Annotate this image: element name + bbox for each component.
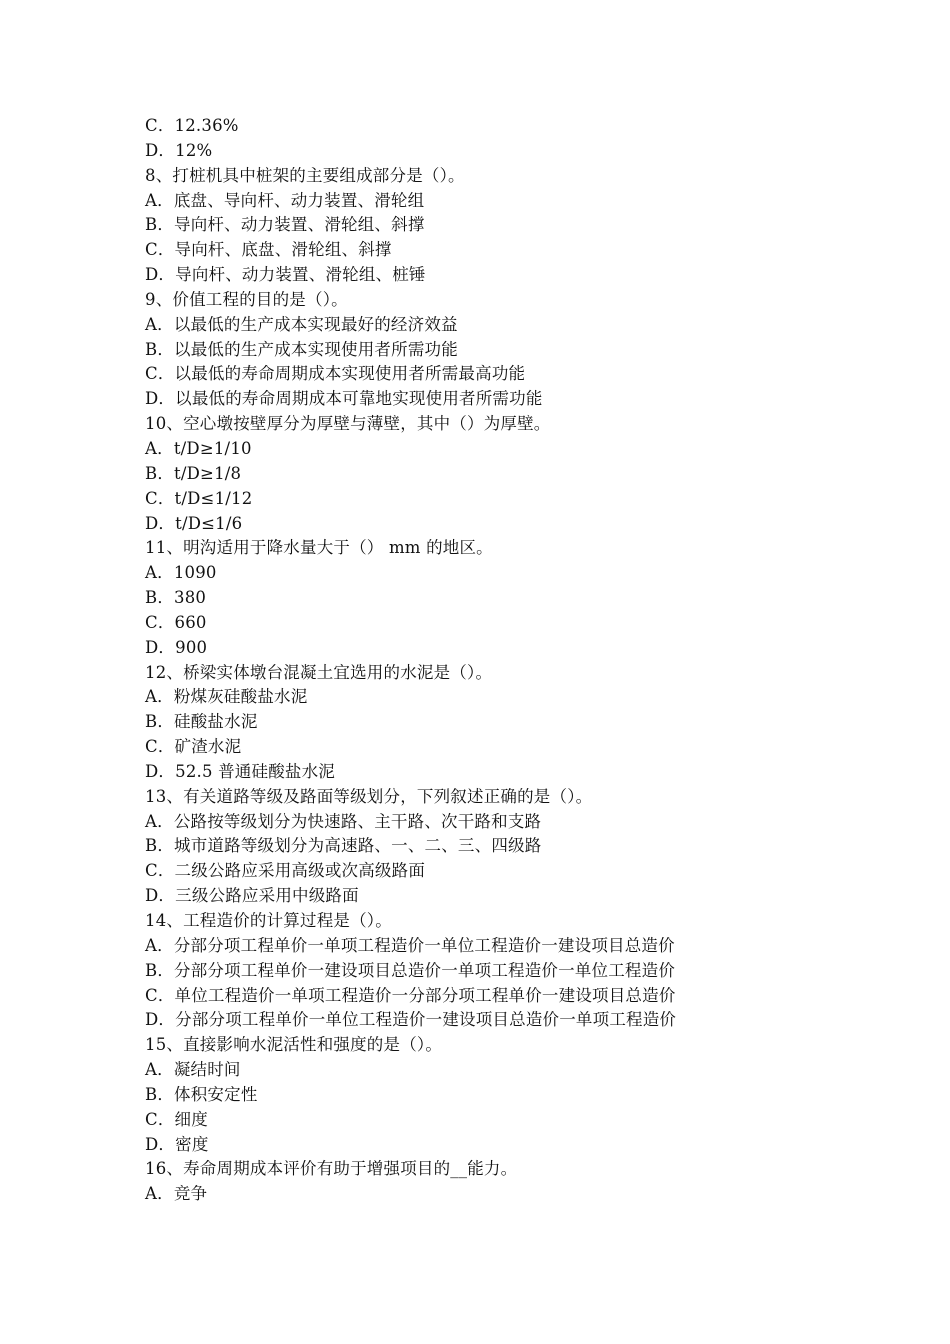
option-line: D．分部分项工程单价一单位工程造价一建设项目总造价一单项工程造价 <box>145 1010 677 1030</box>
question-12: 12、桥梁实体墩台混凝土宜选用的水泥是（）。 <box>145 662 493 682</box>
text-line: C．12.36% <box>145 116 239 135</box>
option-line: B．以最低的生产成本实现使用者所需功能 <box>145 339 458 359</box>
option-line: A．公路按等级划分为快速路、主干路、次干路和支路 <box>145 811 542 831</box>
option-line: D．三级公路应采用中级路面 <box>145 886 359 906</box>
option-line: A．以最低的生产成本实现最好的经济效益 <box>145 314 458 334</box>
option-line: B．分部分项工程单价一建设项目总造价一单项工程造价一单位工程造价 <box>145 960 676 980</box>
option-line: C．t/D≤1/12 <box>145 488 253 508</box>
option-line: B．导向杆、动力装置、滑轮组、斜撑 <box>145 215 425 235</box>
option-line: C．二级公路应采用高级或次高级路面 <box>145 861 426 881</box>
question-8: 8、打桩机具中桩架的主要组成部分是（）。 <box>145 165 465 185</box>
option-line: A．t/D≥1/10 <box>145 438 252 458</box>
option-line: D．密度 <box>145 1134 209 1154</box>
option-line: A．底盘、导向杆、动力装置、滑轮组 <box>145 190 425 210</box>
question-9: 9、价值工程的目的是（）。 <box>145 289 348 309</box>
option-line: C．细度 <box>145 1109 208 1129</box>
option-line: A．凝结时间 <box>145 1060 241 1080</box>
option-line: D．以最低的寿命周期成本可靠地实现使用者所需功能 <box>145 389 543 409</box>
question-13: 13、有关道路等级及路面等级划分，下列叙述正确的是（）。 <box>145 786 593 806</box>
option-line: D．导向杆、动力装置、滑轮组、桩锤 <box>145 265 426 285</box>
option-line: D．900 <box>145 637 208 657</box>
option-line: B．城市道路等级划分为高速路、一、二、三、四级路 <box>145 836 542 856</box>
text-line: D．12% <box>145 140 213 160</box>
question-16: 16、寿命周期成本评价有助于增强项目的__能力。 <box>145 1159 518 1179</box>
question-15: 15、直接影响水泥活性和强度的是（）。 <box>145 1035 443 1055</box>
question-11: 11、明沟适用于降水量大于（） mm 的地区。 <box>145 538 493 558</box>
option-line: C．以最低的寿命周期成本实现使用者所需最高功能 <box>145 364 526 384</box>
option-line: A．竞争 <box>145 1184 208 1204</box>
option-line: C．660 <box>145 612 207 632</box>
option-line: D．52.5 普通硅酸盐水泥 <box>145 761 336 781</box>
option-line: B．体积安定性 <box>145 1084 258 1104</box>
document-page <box>145 114 845 1207</box>
option-line: C．矿渣水泥 <box>145 737 242 757</box>
option-line: A．1090 <box>145 563 217 583</box>
option-line: C．导向杆、底盘、滑轮组、斜撑 <box>145 240 392 260</box>
option-line: B．380 <box>145 588 207 608</box>
option-line: C．单位工程造价一单项工程造价一分部分项工程单价一建设项目总造价 <box>145 985 676 1005</box>
option-line: A．粉煤灰硅酸盐水泥 <box>145 687 308 707</box>
option-line: A．分部分项工程单价一单项工程造价一单位工程造价一建设项目总造价 <box>145 935 675 955</box>
option-line: B．硅酸盐水泥 <box>145 712 258 732</box>
question-10: 10、空心墩按壁厚分为厚壁与薄壁，其中（）为厚壁。 <box>145 414 551 434</box>
question-14: 14、工程造价的计算过程是（）。 <box>145 911 392 930</box>
option-line: D．t/D≤1/6 <box>145 513 243 533</box>
option-line: B．t/D≥1/8 <box>145 463 242 483</box>
